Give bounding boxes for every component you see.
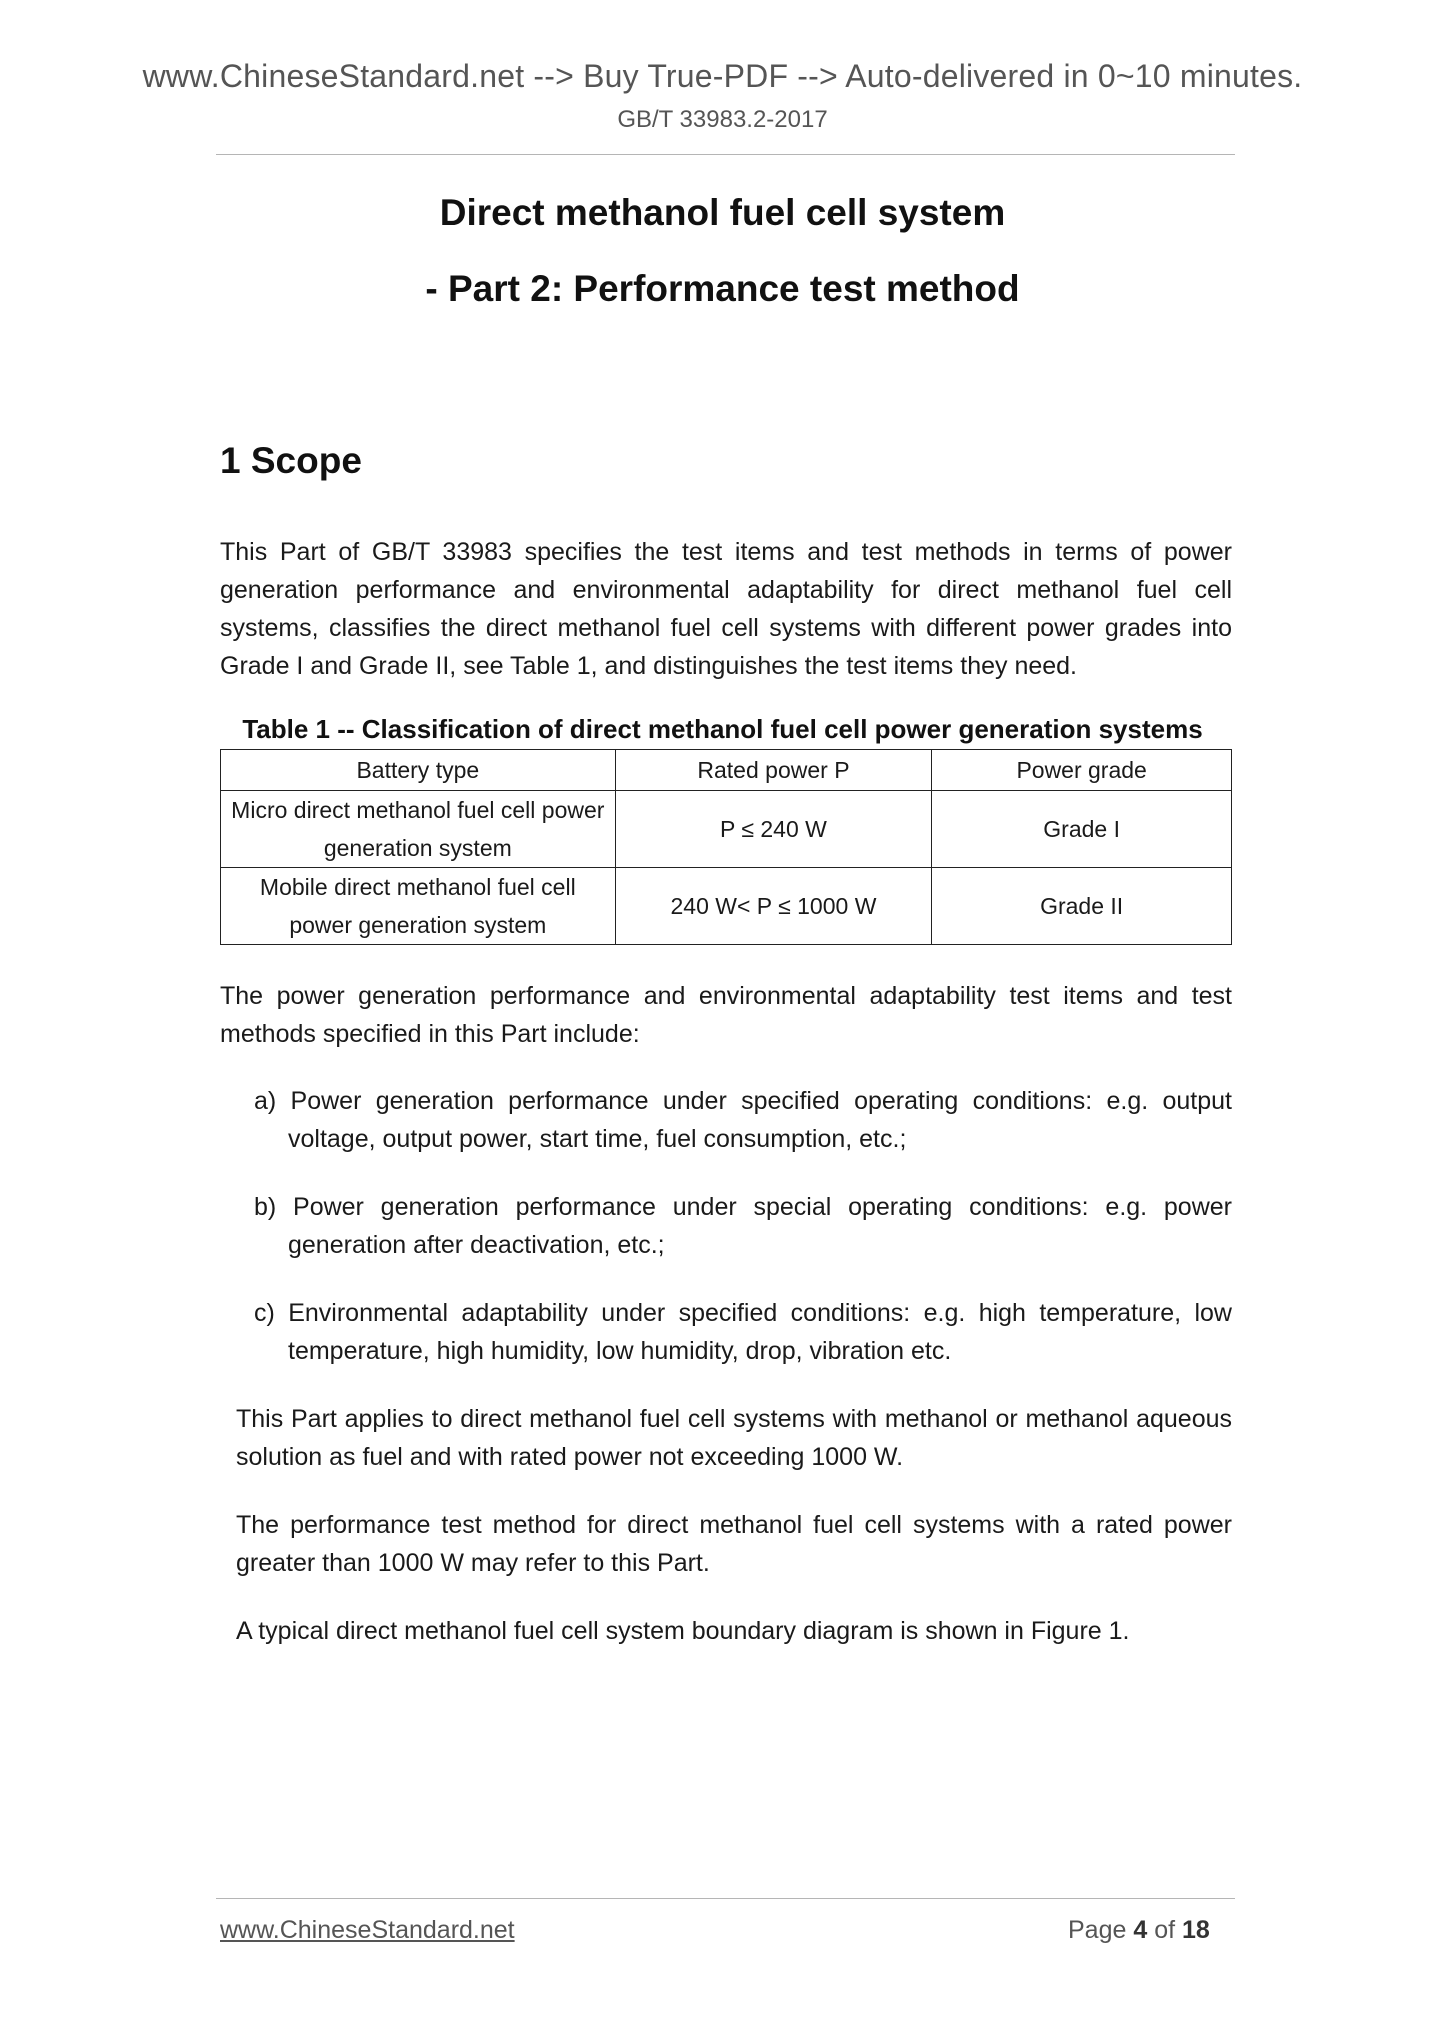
table-row bbox=[221, 868, 1232, 945]
table-caption: Table 1 -- Classification of direct methanol fuel cell power generation systems bbox=[242, 714, 1203, 744]
page-current: 4 bbox=[1133, 1916, 1148, 1944]
page-total: 18 bbox=[1182, 1916, 1210, 1944]
page-label: Page bbox=[1068, 1916, 1127, 1944]
page-of-label: of bbox=[1154, 1916, 1176, 1944]
table-cell-power-grade: Grade I bbox=[932, 791, 1232, 868]
header-banner: www.ChineseStandard.net --> Buy True-PDF --> Auto-delivered in 0~10 minutes. bbox=[142, 58, 1303, 94]
intro-paragraph: The power generation performance and environmental adaptability test items and test methods specified in this Part include: bbox=[220, 982, 1232, 1048]
figure-reference-paragraph: A typical direct methanol fuel cell system boundary diagram is shown in Figure 1. bbox=[236, 1617, 1130, 1645]
page-indicator bbox=[1068, 1916, 1210, 1945]
table-cell-power-grade: Grade II bbox=[932, 868, 1232, 945]
reference-paragraph: The performance test method for direct methanol fuel cell systems with a rated power greater than 1000 W may refer to this Part. bbox=[236, 1511, 1232, 1577]
scope-paragraph: This Part of GB/T 33983 specifies the test items and test methods in terms of power generation performance and environmental adaptability for direct methanol fuel cell systems, classifies the direct methanol fuel cell systems with different power grades into Grade I and Grade II, see Table 1, and distinguishes the test items they need. bbox=[220, 538, 1232, 680]
table-cell-rated-power: 240 W< P ≤ 1000 W bbox=[615, 868, 932, 945]
table-header-cell: Rated power P bbox=[615, 750, 932, 791]
table-header-cell: Power grade bbox=[932, 750, 1232, 791]
table-row bbox=[221, 791, 1232, 868]
table-cell-battery-type: Mobile direct methanol fuel cell power generation system bbox=[221, 868, 616, 945]
applies-paragraph: This Part applies to direct methanol fuel cell systems with methanol or methanol aqueous solution as fuel and with rated power not exceeding 1000 W. bbox=[236, 1405, 1232, 1471]
table-cell-rated-power: P ≤ 240 W bbox=[615, 791, 932, 868]
table-cell-battery-type: Micro direct methanol fuel cell power generation system bbox=[221, 791, 616, 868]
standard-number: GB/T 33983.2-2017 bbox=[617, 106, 828, 133]
section-heading-scope: 1 Scope bbox=[220, 440, 362, 481]
list-item: a) Power generation performance under specified operating conditions: e.g. output voltage, output power, start time, fuel consumption, etc.; bbox=[254, 1087, 1232, 1153]
table-header-row bbox=[221, 750, 1232, 791]
document-subtitle: - Part 2: Performance test method bbox=[425, 268, 1020, 309]
list-item: c) Environmental adaptability under specified conditions: e.g. high temperature, low temperature, high humidity, low humidity, drop, vibration etc. bbox=[254, 1299, 1232, 1365]
table-header-cell: Battery type bbox=[221, 750, 616, 791]
footer-divider bbox=[216, 1898, 1235, 1899]
header-divider bbox=[216, 154, 1235, 155]
classification-table bbox=[220, 749, 1232, 945]
document-title: Direct methanol fuel cell system bbox=[439, 192, 1006, 233]
footer-site-link[interactable]: www.ChineseStandard.net bbox=[220, 1916, 515, 1944]
list-item: b) Power generation performance under special operating conditions: e.g. power generation after deactivation, etc.; bbox=[254, 1193, 1232, 1259]
